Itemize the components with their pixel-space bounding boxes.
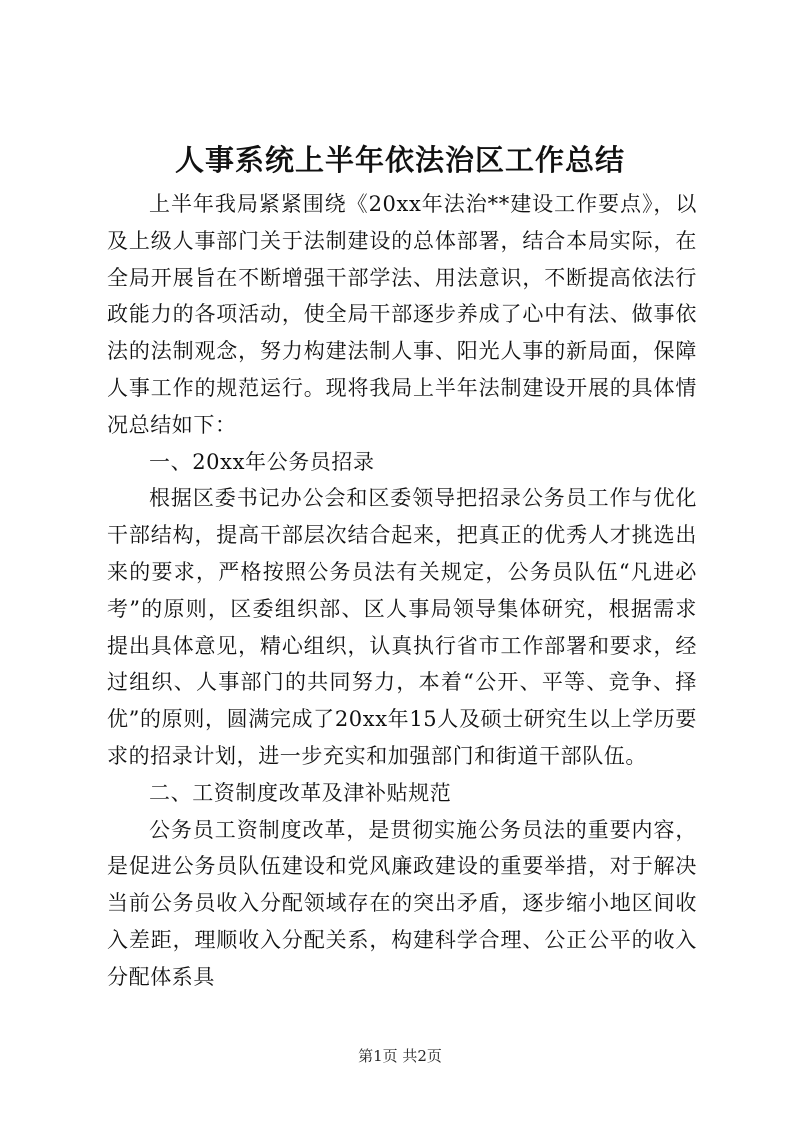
document-title: 人事系统上半年依法治区工作总结	[174, 143, 625, 177]
document-body	[107, 186, 697, 996]
section-heading-recruitment: 一、20xx年公务员招录	[149, 449, 375, 474]
page-footer: 第1页 共2页	[358, 1047, 442, 1065]
recruitment-paragraph: 根据区委书记办公会和区委领导把招录公务员工作与优化干部结构，提高干部层次结合起来，把真正的优秀人才挑选出来的要求，严格按照公务员法有关规定，公务员队伍“凡进必考”的原则，区委组织部、区人事局领导集体研究，根据需求提出具体意见，精心组织，认真执行省市工作部署和要求，经过组织、人事部门的共同努力，本着“公开、平等、竞争、择优”的原则，圆满完成了20xx年15人及硕士研究生以上学历要求的招录计划，进一步充实和加强部门和街道干部队伍。	[107, 486, 697, 768]
salary-reform-paragraph: 公务员工资制度改革，是贯彻实施公务员法的重要内容，是促进公务员队伍建设和党风廉政建设的重要举措，对于解决当前公务员收入分配领域存在的突出矛盾，逐步缩小地区间收入差距，理顺收入分配关系，构建科学合理、公正公平的收入分配体系具	[107, 817, 697, 989]
section-heading-salary-reform: 二、工资制度改革及津补贴规范	[149, 780, 452, 805]
intro-paragraph: 上半年我局紧紧围绕《20xx年法治**建设工作要点》，以及上级人事部门关于法制建设的总体部署，结合本局实际，在全局开展旨在不断增强干部学法、用法意识，不断提高依法行政能力的各项活动，使全局干部逐步养成了心中有法、做事依法的法制观念，努力构建法制人事、阳光人事的新局面，保障人事工作的规范运行。现将我局上半年法制建设开展的具体情况总结如下：	[107, 192, 697, 437]
